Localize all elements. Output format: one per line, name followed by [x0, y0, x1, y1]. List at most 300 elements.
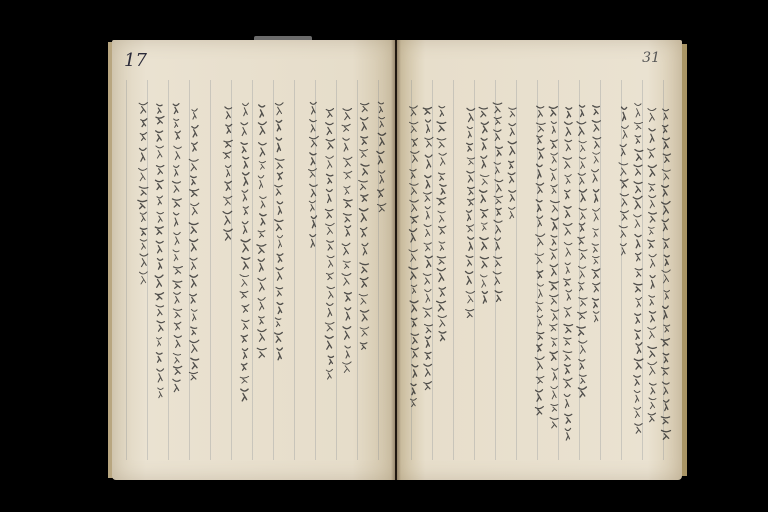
handwritten-glyph — [157, 369, 164, 382]
handwritten-glyph — [345, 226, 351, 236]
handwritten-glyph — [360, 343, 367, 350]
handwritten-glyph — [494, 130, 501, 141]
handwritten-glyph — [260, 197, 266, 208]
handwritten-glyph — [325, 223, 334, 234]
handwritten-glyph — [634, 359, 642, 369]
handwritten-glyph — [258, 122, 266, 134]
handwritten-glyph — [310, 136, 319, 147]
handwritten-glyph — [437, 301, 446, 311]
handwritten-glyph — [537, 284, 543, 298]
handwritten-glyph — [465, 271, 472, 284]
handwritten-glyph — [634, 391, 640, 403]
handwritten-glyph — [424, 225, 431, 237]
handwritten-glyph — [649, 212, 657, 222]
handwritten-glyph — [240, 291, 248, 298]
handwritten-glyph — [663, 353, 669, 362]
handwritten-glyph — [467, 225, 474, 232]
handwritten-glyph — [258, 259, 264, 271]
handwritten-glyph — [537, 315, 543, 326]
handwritten-glyph — [648, 347, 657, 358]
handwritten-glyph — [537, 136, 542, 144]
handwritten-glyph — [325, 209, 333, 218]
handwritten-glyph — [425, 207, 430, 220]
handwritten-glyph — [509, 108, 516, 117]
handwritten-glyph — [566, 108, 572, 118]
handwritten-glyph — [139, 187, 148, 195]
handwritten-glyph — [648, 109, 656, 122]
handwritten-glyph — [437, 198, 446, 205]
handwritten-glyph — [378, 204, 386, 212]
handwritten-glyph — [156, 117, 164, 124]
handwritten-glyph — [343, 327, 351, 340]
handwritten-glyph — [551, 218, 558, 230]
handwritten-glyph — [494, 162, 500, 173]
handwritten-glyph — [277, 172, 282, 179]
handwritten-glyph — [579, 208, 586, 219]
handwritten-glyph — [139, 103, 147, 114]
handwritten-glyph — [258, 175, 263, 188]
handwriting-strokes — [112, 40, 395, 480]
handwritten-glyph — [412, 138, 418, 146]
handwritten-glyph — [649, 383, 656, 394]
handwritten-glyph — [409, 250, 417, 262]
handwritten-glyph — [622, 126, 629, 139]
handwritten-glyph — [158, 388, 164, 398]
handwritten-glyph — [189, 372, 197, 380]
handwritten-glyph — [648, 240, 655, 248]
handwritten-glyph — [360, 310, 368, 321]
handwritten-glyph — [648, 413, 655, 422]
handwritten-glyph — [551, 122, 556, 134]
handwritten-glyph — [343, 109, 352, 120]
handwritten-glyph — [258, 278, 266, 291]
handwritten-glyph — [225, 165, 230, 176]
handwritten-glyph — [578, 237, 585, 244]
handwritten-glyph — [224, 140, 232, 147]
handwritten-glyph — [140, 228, 146, 235]
handwritten-glyph — [565, 414, 572, 423]
handwritten-glyph — [564, 394, 570, 407]
handwritten-glyph — [620, 179, 628, 188]
handwritten-glyph — [552, 368, 558, 380]
handwritten-glyph — [493, 103, 502, 113]
handwritten-glyph — [664, 325, 670, 332]
handwritten-glyph — [438, 316, 446, 327]
handwritten-glyph — [190, 340, 199, 352]
handwritten-glyph — [536, 123, 545, 132]
handwritten-glyph — [551, 185, 557, 194]
handwritten-glyph — [635, 314, 641, 323]
handwritten-glyph — [412, 365, 418, 378]
book-gutter — [391, 40, 401, 480]
handwritten-glyph — [635, 269, 642, 277]
handwritten-glyph — [649, 296, 655, 306]
handwritten-glyph — [425, 289, 431, 302]
handwritten-glyph — [593, 283, 600, 292]
handwritten-glyph — [409, 229, 416, 242]
handwritten-glyph — [241, 363, 247, 370]
handwritten-glyph — [191, 309, 197, 320]
handwritten-glyph — [579, 341, 587, 354]
handwritten-glyph — [565, 263, 570, 274]
handwritten-glyph — [343, 214, 351, 222]
handwritten-glyph — [620, 144, 626, 155]
handwritten-glyph — [424, 243, 431, 251]
handwritten-glyph — [379, 117, 385, 127]
handwritten-glyph — [360, 118, 367, 131]
right-page — [397, 40, 682, 480]
handwritten-glyph — [592, 120, 600, 131]
handwritten-glyph — [275, 159, 284, 169]
left-page — [112, 40, 395, 480]
handwritten-glyph — [592, 269, 600, 278]
handwritten-glyph — [661, 339, 669, 346]
handwritten-glyph — [140, 239, 146, 249]
handwritten-glyph — [577, 327, 585, 336]
handwritten-glyph — [593, 228, 599, 237]
handwritten-glyph — [439, 173, 445, 180]
handwritten-glyph — [481, 138, 487, 150]
handwritten-glyph — [191, 203, 199, 215]
handwritten-glyph — [662, 368, 669, 375]
handwritten-glyph — [648, 227, 654, 234]
handwritten-glyph — [174, 119, 179, 127]
handwritten-glyph — [259, 143, 267, 156]
handwritten-glyph — [649, 184, 655, 192]
handwritten-glyph — [258, 329, 266, 341]
handwritten-glyph — [634, 182, 642, 193]
handwritten-glyph — [493, 272, 501, 285]
handwritten-glyph — [508, 142, 516, 155]
handwritten-glyph — [551, 235, 557, 245]
handwritten-glyph — [563, 378, 572, 388]
handwritten-glyph — [140, 133, 146, 141]
handwritten-glyph — [173, 379, 180, 391]
handwritten-glyph — [242, 190, 248, 201]
handwritten-glyph — [423, 108, 431, 115]
handwritten-glyph — [343, 138, 349, 151]
handwritten-glyph — [579, 223, 584, 231]
handwritten-glyph — [509, 124, 516, 136]
handwritten-glyph — [649, 398, 656, 409]
handwritten-glyph — [565, 428, 570, 440]
handwritten-glyph — [155, 293, 163, 300]
handwritten-glyph — [240, 376, 248, 383]
handwritten-glyph — [537, 106, 544, 117]
handwritten-glyph — [173, 104, 179, 114]
handwritten-glyph — [224, 229, 232, 240]
handwritten-glyph — [551, 310, 559, 321]
handwritten-glyph — [633, 196, 642, 208]
handwritten-glyph — [156, 353, 162, 363]
handwritten-glyph — [550, 249, 557, 259]
handwritten-glyph — [481, 156, 487, 168]
handwritten-glyph — [276, 120, 281, 130]
handwritten-glyph — [155, 227, 163, 235]
handwritten-glyph — [537, 344, 542, 351]
handwritten-glyph — [259, 161, 265, 169]
handwritten-glyph — [550, 264, 557, 275]
handwritten-glyph — [578, 173, 585, 184]
handwritten-glyph — [411, 318, 416, 326]
handwritten-glyph — [327, 174, 333, 183]
handwritten-glyph — [309, 201, 315, 211]
open-notebook — [112, 40, 682, 480]
handwritten-glyph — [565, 175, 571, 184]
handwritten-glyph — [174, 292, 181, 303]
handwritten-glyph — [155, 275, 163, 287]
handwriting-strokes — [397, 40, 682, 480]
handwritten-glyph — [467, 171, 474, 182]
handwritten-glyph — [309, 169, 317, 178]
handwritten-glyph — [466, 310, 474, 318]
handwritten-glyph — [439, 106, 445, 116]
handwritten-glyph — [468, 187, 475, 194]
handwritten-glyph — [360, 150, 368, 158]
handwritten-glyph — [439, 242, 445, 251]
handwritten-glyph — [648, 148, 655, 158]
handwritten-glyph — [138, 200, 147, 208]
handwritten-glyph — [327, 303, 333, 316]
handwritten-glyph — [326, 273, 333, 280]
handwritten-glyph — [156, 180, 164, 189]
handwritten-glyph — [377, 151, 384, 164]
handwritten-glyph — [192, 109, 197, 119]
handwritten-glyph — [480, 275, 487, 287]
right-page-number: 31 — [642, 50, 660, 66]
handwritten-glyph — [620, 211, 628, 220]
handwritten-glyph — [578, 283, 584, 291]
handwritten-glyph — [564, 307, 571, 317]
handwritten-glyph — [466, 256, 473, 266]
handwritten-glyph — [480, 175, 489, 185]
handwritten-glyph — [636, 298, 642, 308]
handwritten-glyph — [258, 297, 265, 310]
handwritten-glyph — [276, 268, 283, 281]
handwritten-glyph — [240, 275, 249, 287]
handwritten-glyph — [325, 336, 333, 349]
handwritten-glyph — [536, 390, 543, 401]
handwritten-glyph — [172, 181, 180, 192]
handwritten-glyph — [593, 256, 600, 263]
handwritten-glyph — [411, 285, 416, 293]
handwritten-glyph — [361, 195, 368, 202]
handwritten-glyph — [241, 389, 248, 401]
handwritten-glyph — [551, 386, 558, 399]
handwritten-glyph — [327, 287, 335, 299]
handwritten-glyph — [439, 287, 445, 296]
handwritten-glyph — [481, 210, 488, 218]
handwritten-glyph — [550, 201, 559, 212]
handwritten-glyph — [275, 220, 283, 231]
handwritten-glyph — [594, 190, 599, 203]
handwritten-glyph — [593, 137, 601, 148]
handwritten-glyph — [662, 430, 671, 439]
handwritten-glyph — [565, 140, 572, 151]
handwritten-glyph — [634, 215, 642, 228]
handwritten-glyph — [496, 147, 503, 156]
handwritten-glyph — [509, 161, 514, 168]
handwritten-glyph — [173, 250, 179, 261]
handwritten-glyph — [242, 103, 248, 116]
handwritten-glyph — [326, 109, 333, 118]
handwritten-glyph — [173, 281, 182, 288]
handwritten-glyph — [241, 143, 247, 153]
handwritten-glyph — [359, 294, 367, 304]
handwritten-glyph — [275, 103, 283, 115]
handwritten-glyph — [409, 106, 417, 116]
handwritten-glyph — [537, 216, 543, 227]
handwritten-glyph — [345, 293, 352, 301]
handwritten-glyph — [550, 324, 558, 331]
handwritten-glyph — [592, 169, 599, 182]
handwritten-glyph — [326, 123, 333, 135]
handwritten-glyph — [242, 221, 248, 233]
handwritten-glyph — [425, 336, 430, 347]
handwritten-glyph — [342, 243, 350, 255]
handwritten-glyph — [565, 122, 573, 136]
handwritten-glyph — [551, 153, 558, 163]
handwritten-glyph — [174, 166, 179, 176]
handwritten-glyph — [343, 157, 352, 167]
handwritten-glyph — [662, 219, 668, 231]
handwritten-glyph — [592, 298, 598, 307]
handwritten-glyph — [327, 256, 334, 268]
handwritten-glyph — [563, 351, 572, 360]
handwritten-glyph — [223, 196, 231, 205]
handwritten-glyph — [664, 400, 669, 411]
handwritten-glyph — [579, 298, 587, 306]
handwritten-glyph — [275, 332, 283, 342]
handwritten-glyph — [635, 424, 642, 434]
handwritten-glyph — [359, 209, 367, 222]
handwritten-glyph — [190, 239, 198, 251]
handwritten-glyph — [663, 154, 670, 162]
handwritten-glyph — [139, 168, 147, 180]
handwritten-glyph — [360, 327, 369, 336]
handwritten-glyph — [662, 202, 670, 215]
handwritten-glyph — [259, 317, 265, 324]
handwritten-glyph — [480, 190, 487, 202]
handwritten-glyph — [223, 211, 232, 224]
handwritten-glyph — [360, 227, 366, 236]
handwritten-glyph — [410, 216, 418, 223]
handwritten-glyph — [425, 137, 433, 147]
handwritten-glyph — [662, 382, 669, 394]
handwritten-glyph — [174, 232, 181, 244]
handwritten-glyph — [242, 257, 250, 269]
handwritten-glyph — [437, 268, 445, 281]
handwritten-glyph — [634, 283, 642, 291]
handwritten-glyph — [494, 196, 502, 204]
handwritten-glyph — [564, 324, 573, 332]
handwritten-glyph — [344, 186, 350, 194]
handwritten-glyph — [140, 148, 147, 161]
handwritten-glyph — [440, 185, 446, 195]
handwritten-glyph — [378, 102, 383, 112]
handwritten-glyph — [157, 321, 164, 331]
handwritten-glyph — [156, 337, 161, 346]
handwritten-glyph — [634, 122, 642, 129]
handwritten-glyph — [566, 290, 572, 300]
handwritten-glyph — [439, 153, 446, 165]
handwritten-glyph — [578, 266, 585, 278]
handwritten-glyph — [550, 140, 557, 148]
handwritten-glyph — [156, 146, 164, 158]
handwritten-glyph — [592, 244, 598, 252]
handwritten-glyph — [662, 270, 670, 283]
handwritten-glyph — [192, 142, 198, 151]
handwritten-glyph — [174, 146, 181, 159]
handwritten-glyph — [226, 124, 232, 133]
handwritten-glyph — [551, 404, 558, 411]
handwritten-glyph — [480, 238, 488, 250]
handwritten-glyph — [410, 398, 416, 406]
handwritten-glyph — [564, 365, 570, 374]
handwritten-glyph — [190, 258, 197, 270]
handwritten-glyph — [140, 212, 146, 221]
handwritten-glyph — [508, 173, 515, 183]
handwritten-glyph — [579, 189, 586, 201]
handwritten-glyph — [409, 122, 418, 132]
handwritten-glyph — [466, 291, 475, 302]
handwritten-glyph — [563, 157, 572, 168]
handwritten-glyph — [190, 294, 197, 303]
handwritten-glyph — [225, 107, 232, 119]
handwritten-glyph — [425, 324, 433, 332]
handwritten-glyph — [649, 254, 656, 267]
handwritten-glyph — [360, 263, 369, 273]
handwritten-glyph — [649, 196, 656, 208]
handwritten-glyph — [467, 108, 475, 121]
handwritten-glyph — [664, 255, 669, 265]
handwritten-glyph — [241, 335, 247, 342]
handwritten-glyph — [343, 362, 352, 373]
handwritten-glyph — [579, 359, 585, 369]
handwritten-glyph — [536, 200, 542, 212]
handwritten-glyph — [535, 407, 543, 415]
handwritten-glyph — [467, 143, 473, 151]
handwritten-glyph — [579, 141, 586, 152]
handwritten-glyph — [550, 418, 558, 428]
handwritten-glyph — [242, 320, 249, 329]
handwritten-glyph — [174, 336, 181, 348]
handwritten-glyph — [259, 105, 265, 117]
handwritten-glyph — [378, 189, 384, 197]
handwritten-glyph — [551, 338, 557, 347]
handwritten-glyph — [564, 242, 572, 256]
handwritten-glyph — [663, 138, 670, 149]
handwritten-glyph — [537, 332, 544, 339]
handwritten-glyph — [578, 312, 587, 319]
handwritten-glyph — [425, 155, 432, 168]
handwritten-glyph — [411, 348, 418, 358]
left-page-number: 17 — [124, 50, 147, 71]
handwritten-glyph — [311, 216, 316, 228]
handwritten-glyph — [648, 165, 656, 176]
handwritten-glyph — [260, 214, 266, 225]
handwritten-glyph — [620, 244, 626, 255]
handwritten-glyph — [662, 186, 669, 197]
handwritten-glyph — [509, 191, 516, 202]
handwritten-glyph — [359, 180, 368, 189]
handwritten-glyph — [191, 358, 199, 368]
handwritten-glyph — [172, 199, 181, 207]
handwritten-glyph — [190, 275, 198, 287]
handwritten-glyph — [241, 239, 250, 251]
handwritten-glyph — [275, 185, 282, 195]
handwritten-glyph — [225, 181, 232, 190]
